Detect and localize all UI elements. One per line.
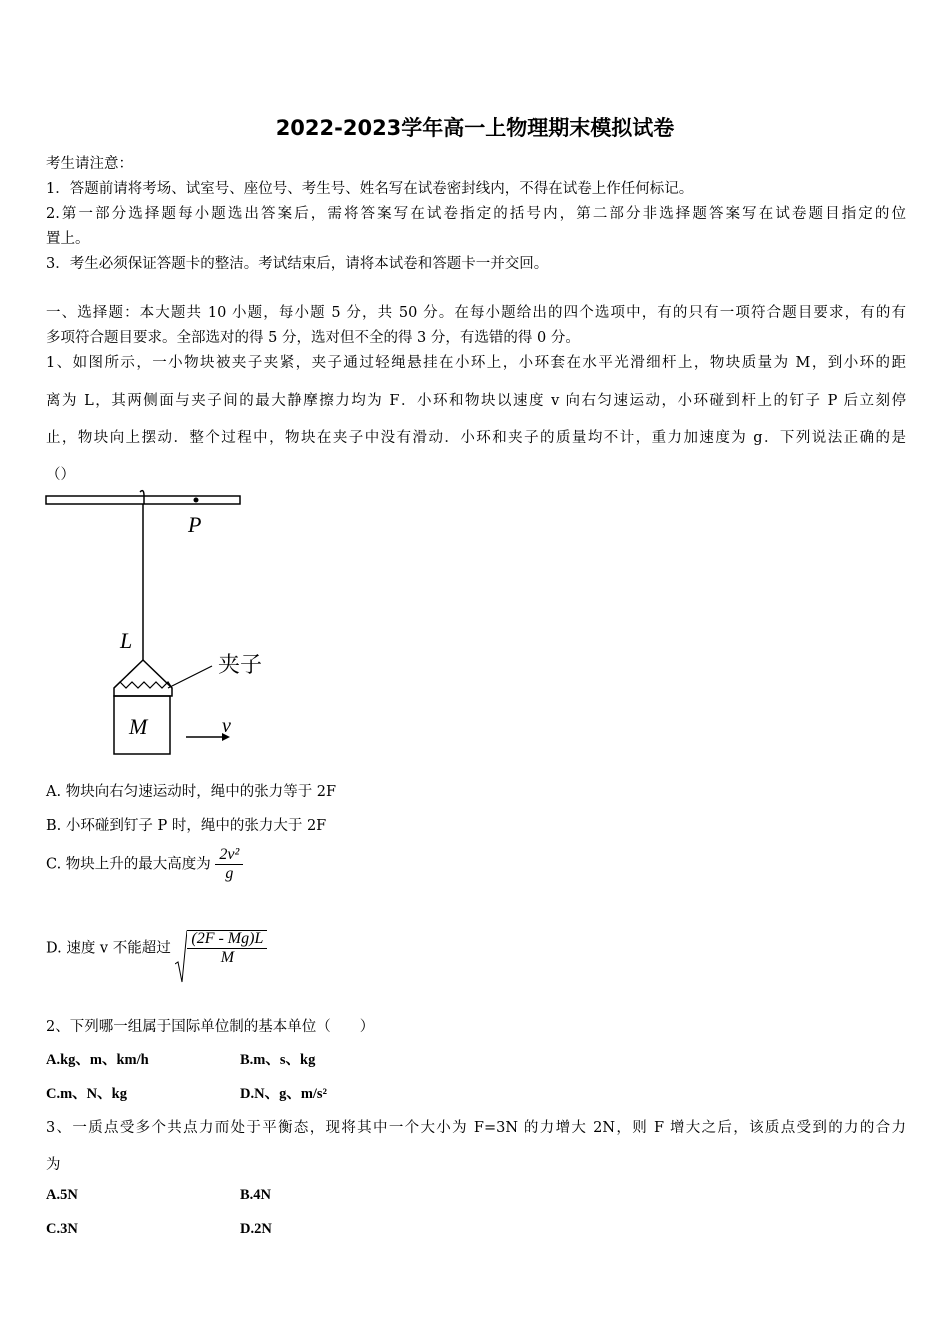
q3-option-a: A.5N	[46, 1187, 78, 1203]
sqrt-sign-icon	[175, 930, 187, 984]
q1-option-d-denominator: M	[220, 949, 235, 966]
q3-option-c: C.3N	[46, 1221, 78, 1237]
q1-option-d-fraction	[187, 930, 267, 967]
ring	[140, 491, 144, 504]
q1-stem-line3: 止，物块向上摆动．整个过程中，物块在夹子中没有滑动．小环和夹子的质量均不计，重力加速度为 g．下列说法正确的是	[46, 430, 906, 446]
q1-option-c-numerator: 2v²	[215, 846, 243, 865]
nail-p-label: P	[188, 512, 202, 537]
q1-option-a: A. 物块向右匀速运动时，绳中的张力等于 2F	[46, 784, 337, 800]
q1-option-d-text: D. 速度 v 不能超过	[46, 940, 171, 957]
q3-option-d: D.2N	[240, 1221, 272, 1237]
clip	[114, 660, 172, 696]
q2-stem: 2、下列哪一组属于国际单位制的基本单位（ ）	[46, 1019, 375, 1035]
notice-item-2-cont: 置上。	[46, 231, 90, 247]
notice-item-1: 1．答题前请将考场、试室号、座位号、考生号、姓名写在试卷密封线内，不得在试卷上作任何标记。	[46, 181, 694, 197]
q1-figure	[40, 488, 280, 760]
velocity-label: v	[222, 715, 231, 737]
clip-label: 夹子	[218, 652, 263, 677]
notice-item-2: 2.第一部分选择题每小题选出答案后，需将答案写在试卷指定的括号内，第二部分非选择题答案写在试卷题目指定的位	[46, 206, 906, 222]
q1-stem-line1: 1、如图所示，一小物块被夹子夹紧，夹子通过轻绳悬挂在小环上，小环套在水平光滑细杆上，物块质量为 M，到小环的距	[46, 355, 906, 371]
clip-jaw	[114, 682, 172, 688]
q2-option-b: B.m、s、kg	[240, 1052, 316, 1068]
nail-p-dot	[194, 498, 199, 503]
q1-option-c	[46, 846, 243, 883]
q1-option-c-denominator: g	[225, 865, 234, 882]
clip-pointer	[168, 666, 212, 688]
q3-option-b: B.4N	[240, 1187, 272, 1203]
notice-item-3: 3．考生必须保证答题卡的整洁。考试结束后，请将本试卷和答题卡一并交回。	[46, 256, 549, 272]
q3-stem-line1: 3、一质点受多个共点力而处于平衡态，现将其中一个大小为 F=3N 的力增大 2N，则 F 增大之后，该质点受到的力的合力	[46, 1120, 906, 1136]
q1-option-d-sqrt	[175, 930, 267, 967]
page-title: 2022-2023学年高一上物理期末模拟试卷	[275, 116, 675, 140]
q2-option-c: C.m、N、kg	[46, 1086, 127, 1102]
q2-option-d: D.N、g、m/s²	[240, 1086, 327, 1102]
q1-option-c-text: C. 物块上升的最大高度为	[46, 856, 211, 873]
q3-stem-line2: 为	[46, 1157, 61, 1173]
section-instructions-line1: 一、选择题：本大题共 10 小题，每小题 5 分，共 50 分。在每小题给出的四个选项中，有的只有一项符合题目要求，有的有	[46, 305, 906, 321]
q1-option-c-fraction	[215, 846, 243, 883]
q2-option-a: A.kg、m、km/h	[46, 1052, 149, 1068]
notice-heading: 考生请注意：	[46, 156, 133, 172]
rod	[46, 496, 240, 504]
section-instructions-line2: 多项符合题目要求。全部选对的得 5 分，选对但不全的得 3 分，有选错的得 0 分。	[46, 330, 580, 346]
q1-option-d	[46, 930, 267, 967]
block-mass-label: M	[129, 714, 148, 739]
q1-option-d-numerator: (2F - Mg)L	[187, 930, 267, 949]
rope-length-label: L	[120, 628, 133, 653]
q1-stem-line4: （）	[46, 467, 75, 483]
q1-option-b: B. 小环碰到钉子 P 时，绳中的张力大于 2F	[46, 818, 327, 834]
q1-stem-line2: 离为 L，其两侧面与夹子间的最大静摩擦力均为 F．小环和物块以速度 v 向右匀速运动，小环碰到杆上的钉子 P 后立刻停	[46, 393, 906, 409]
